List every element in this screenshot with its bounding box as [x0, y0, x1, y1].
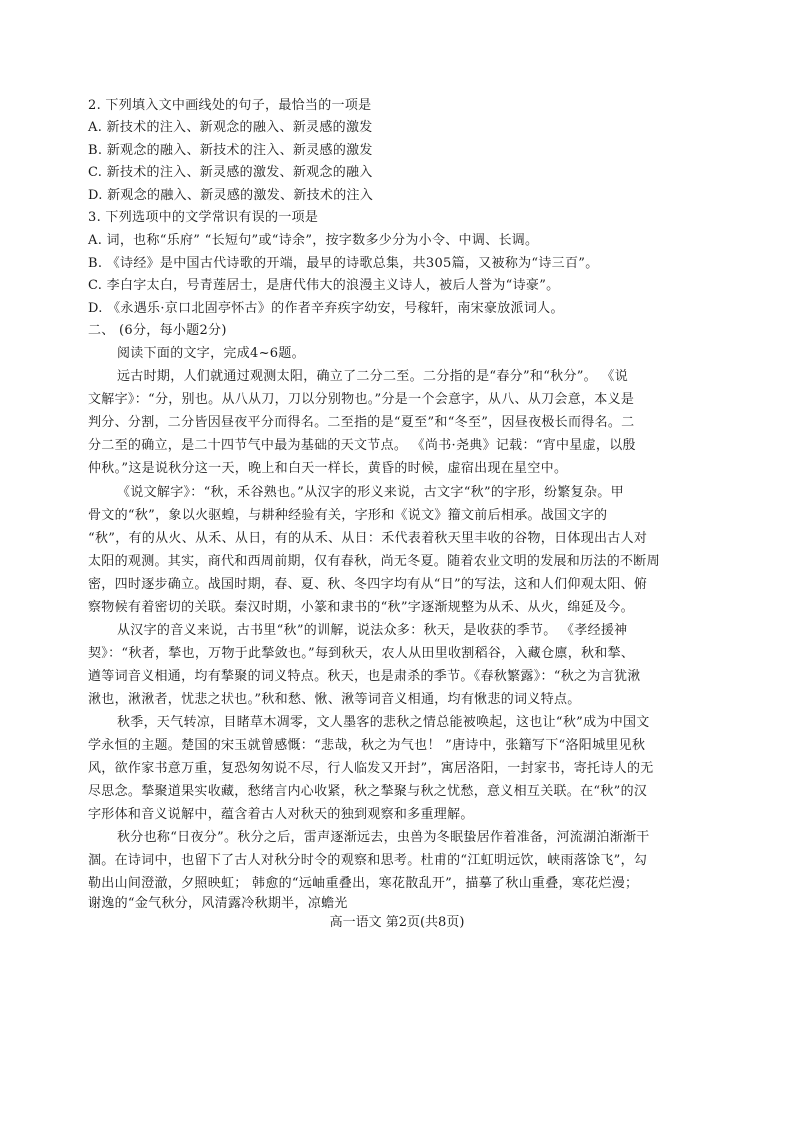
passage-line: 字形体和音义说解中，蕴含着古人对秋天的独到观察和多重理解。 — [88, 807, 474, 822]
passage-line: 风，欲作家书意万重，复恐匆匆说不尽，行人临发又开封”，寓居洛阳，一封家书，寄托诗人的无 — [88, 761, 654, 776]
passage-line: 遒等词音义相通，均有揫聚的词义特点。秋天，也是肃杀的季节。《春秋繁露》：“秋之为言犹湫 — [88, 669, 641, 684]
passage-line: 骨文的“秋”，象以火驱蝗，与耕种经验有关，字形和《说文》籀文前后相承。战国文字的 — [88, 508, 608, 523]
passage-line: 秋季，天气转凉，目睹草木凋零，文人墨客的悲秋之情总能被唤起，这也让“秋”成为中国文 — [117, 715, 650, 730]
question-3-option-a: A. 词，也称“乐府” “长短句”或“诗余”，按字数多少分为小令、中调、长调。 — [88, 233, 539, 248]
passage-line: 仲秋。”这是说秋分这一天，晚上和白天一样长，黄昏的时候，虚宿出现在星空中。 — [88, 461, 568, 476]
question-2-stem: 2. 下列填入文中画线处的句子，最恰当的一项是 — [88, 98, 372, 113]
passage-line: 涸。在诗词中，也留下了古人对秋分时令的观察和思考。杜甫的“江虹明远饮，峡雨落馀飞”，勾 — [88, 853, 648, 868]
question-2-option-b: B. 新观念的融入、新技术的注入、新灵感的激发 — [88, 143, 373, 158]
question-2-option-d: D. 新观念的融入、新灵感的激发、新技术的注入 — [88, 188, 374, 203]
passage-line: 远古时期，人们就通过观测太阳，确立了二分二至。二分指的是“春分”和“秋分”。 《说 — [117, 369, 629, 384]
passage-line: 密，四时逐步确立。战国时期，春、夏、秋、冬四字均有从“日”的写法，这和人们仰观太阳、俯 — [88, 577, 648, 592]
question-2-option-a: A. 新技术的注入、新观念的融入、新灵感的激发 — [88, 120, 373, 135]
passage-line: “秋”，有的从火、从禾、从日，有的从禾、从日：禾代表着秋天里丰收的谷物，日体现出古人对 — [88, 531, 648, 546]
passage-line: 分二至的确立，是二十四节气中最为基础的天文节点。 《尚书·尧典》记载：“宵中星虚，以殷 — [88, 438, 636, 453]
passage-line: 勒出山间澄澈，夕照映虹； 韩愈的“远岫重叠出，寒花散乱开”，描摹了秋山重叠，寒花烂漫； — [88, 876, 639, 891]
passage-line: 秋分也称“日夜分”。秋分之后，雷声逐渐远去，虫兽为冬眠蛰居作着准备，河流湖泊渐渐干 — [117, 830, 650, 845]
passage-line: 尽思念。揫聚道果实收藏，愁绪言内心收紧，秋之揫聚与秋之忧愁，意义相互关联。在“秋”的汉 — [88, 784, 648, 799]
passage-line: 《说文解字》：“秋，禾谷熟也。”从汉字的形义来说，古文字“秋”的字形，纷繁复杂。甲 — [117, 485, 624, 500]
question-3-option-d: D. 《永遇乐·京口北固亭怀古》的作者辛弃疾字幼安，号稼轩，南宋豪放派词人。 — [88, 301, 564, 316]
question-3-stem: 3. 下列选项中的文学常识有误的一项是 — [88, 210, 319, 225]
question-3-option-b: B. 《诗经》是中国古代诗歌的开端，最早的诗歌总集，共305篇，又被称为“诗三百”。 — [88, 256, 599, 271]
passage-line: 察物候有着密切的关联。秦汉时期，小篆和隶书的“秋”字逐渐规整为从禾、从火，绵延及今。 — [88, 600, 634, 615]
question-3-option-c: C. 李白字太白，号青莲居士，是唐代伟大的浪漫主义诗人，被后人誉为“诗豪”。 — [88, 278, 560, 293]
section-2-instruction: 阅读下面的文字，完成4~6题。 — [117, 346, 305, 361]
passage-line: 文解字》：“分，别也。从八从刀，刀以分别物也。”分是一个会意字，从八、从刀会意，本义是 — [88, 392, 635, 407]
passage-line: 学永恒的主题。楚国的宋玉就曾感慨：“悲哉，秋之为气也！ ”唐诗中，张籍写下“洛阳城里见秋 — [88, 738, 646, 753]
passage-line: 谢逸的“金气秋分，风清露冷秋期半，凉蟾光 — [88, 896, 348, 911]
passage-line: 太阳的观测。其实，商代和西周前期，仅有春秋，尚无冬夏。随着农业文明的发展和历法的不断周 — [88, 554, 660, 569]
section-2-heading: 二、 (6分，每小题2分) — [88, 323, 227, 338]
question-2-option-c: C. 新技术的注入、新灵感的激发、新观念的融入 — [88, 165, 373, 180]
passage-line: 湫也，湫湫者，忧悲之状也。”秋和愁、愀、湫等词音义相通，均有愀悲的词义特点。 — [88, 692, 581, 707]
passage-line: 从汉字的音义来说，古书里“秋”的训解，说法众多：秋天，是收获的季节。 《孝经援神 — [117, 623, 628, 638]
passage-line: 判分、分割，二分皆因昼夜平分而得名。二至指的是“夏至”和“冬至”，因昼夜极长而得名。二 — [88, 415, 635, 430]
page-footer: 高一语文 第2页(共8页) — [329, 915, 465, 930]
passage-line: 契》：“秋者，揫也，万物于此揫敛也。”每到秋天，农人从田里收割稻谷，入藏仓廪，秋和揫、 — [88, 646, 635, 661]
